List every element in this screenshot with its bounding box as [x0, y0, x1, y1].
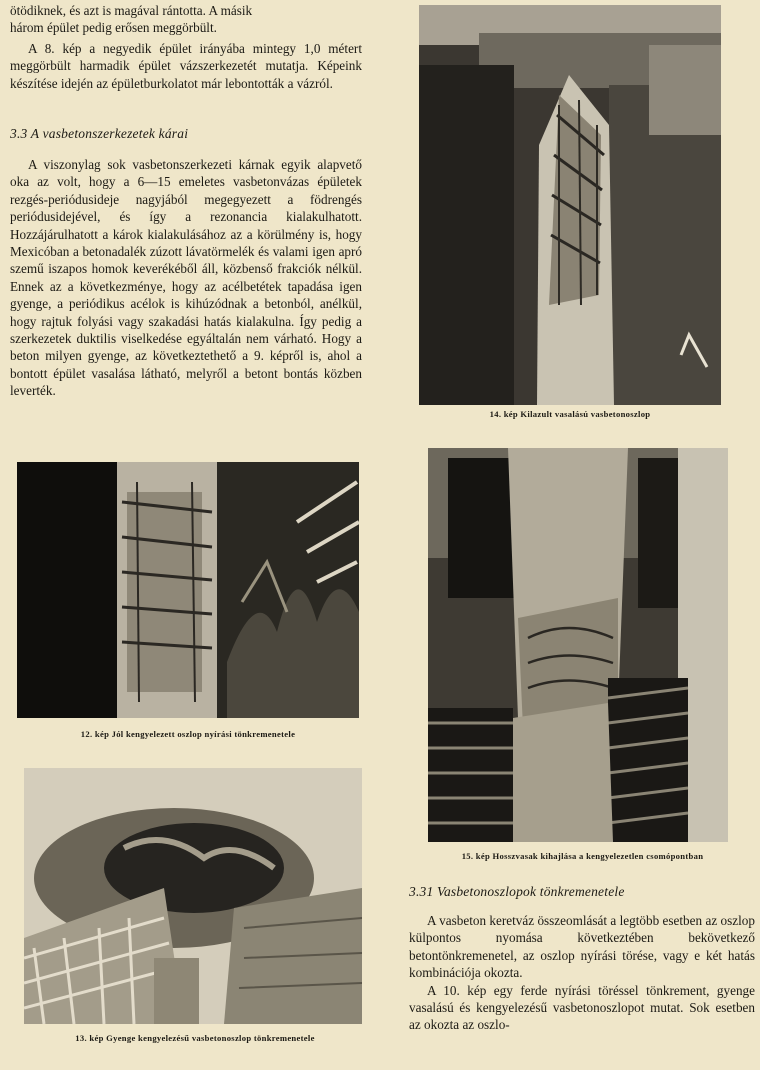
paragraph-column-failure-text: A vasbeton keretváz összeomlását a legtöbb esetben az oszlop külpontos nyomása következtében bekövetkező betontönkremenetel, az oszlop nyírási törése, vagy e két hatás kombinációja okozta. — [409, 913, 755, 981]
figure-12-caption: 12. kép Jól kengyelezett oszlop nyírási tönkremenetele — [80, 729, 296, 739]
figure-15-caption: 15. kép Hosszvasak kihajlása a kengyelezetlen csomópontban — [461, 851, 704, 861]
paragraph-fig8 — [10, 40, 362, 92]
section-heading-3-31: 3.31 Vasbetonoszlopok tönkremenetele — [409, 884, 625, 899]
paragraph-concrete-damage-text: A viszonylag sok vasbetonszerkezeti kárnak egyik alapvető oka az volt, hogy a 6—15 emeletes vasbetonvázas épületek rezgés-periódusideje nagyjából megegyezett a födrengés periódusidejével, és így a rezonancia kialakulhatott. Hozzájárulhatott a károk kialakulásához az a körülmény is, hogy Mexicóban a betonadalék zúzott lávatörmelék és valami igen apró szemű iszapos homok keverékéből áll, közbenső frakciók nélkül. Ennek az a következménye, hogy az acélbetétek tapadása igen gyenge, a periódikus acélok is kihúzódnak a betonból, anélkül, hogy rajtuk folyási vagy szakadási hatás kialakulna. Így pedig a szerkezetek duktilis viselkedése egyáltalán nem várható. Hogy a beton milyen gyenge, az következtethető a 9. képről is, ahol a bontott épület vasalása látható, melyről a betont bontás közben leverték. — [10, 157, 362, 399]
paragraph-fig8-text: A 8. kép a negyedik épület irányába mintegy 1,0 métert meggörbült harmadik épület vázszerkezetét mutatja. Képeink készítése idején az épületburkolatot már lebontották a vázról. — [10, 41, 362, 91]
intro-line-2: három épület pedig erősen meggörbült. — [10, 20, 217, 36]
figure-15-photo — [428, 448, 728, 842]
figure-14-photo — [419, 5, 721, 405]
figure-14-caption: 14. kép Kilazult vasalású vasbetonoszlop — [489, 409, 651, 419]
paragraph-fig10-text: A 10. kép egy ferde nyírási töréssel tönkrement, gyenge vasalású és kengyelezésű vasbetonoszlopot mutat. Sok esetben az okozta az oszlo- — [409, 982, 755, 1033]
intro-paragraph — [10, 2, 362, 37]
intro-line-1: ötödiknek, és azt is magával rántotta. A másik — [10, 3, 253, 18]
figure-13-caption: 13. kép Gyenge kengyelezésű vasbetonoszlop tönkremenetele — [75, 1033, 315, 1043]
paragraph-column-failure — [409, 912, 755, 1034]
figure-12-photo — [17, 462, 359, 718]
figure-13-photo — [24, 768, 362, 1024]
section-heading-3-3: 3.3 A vasbetonszerkezetek kárai — [10, 126, 189, 141]
paragraph-concrete-damage — [10, 156, 362, 400]
